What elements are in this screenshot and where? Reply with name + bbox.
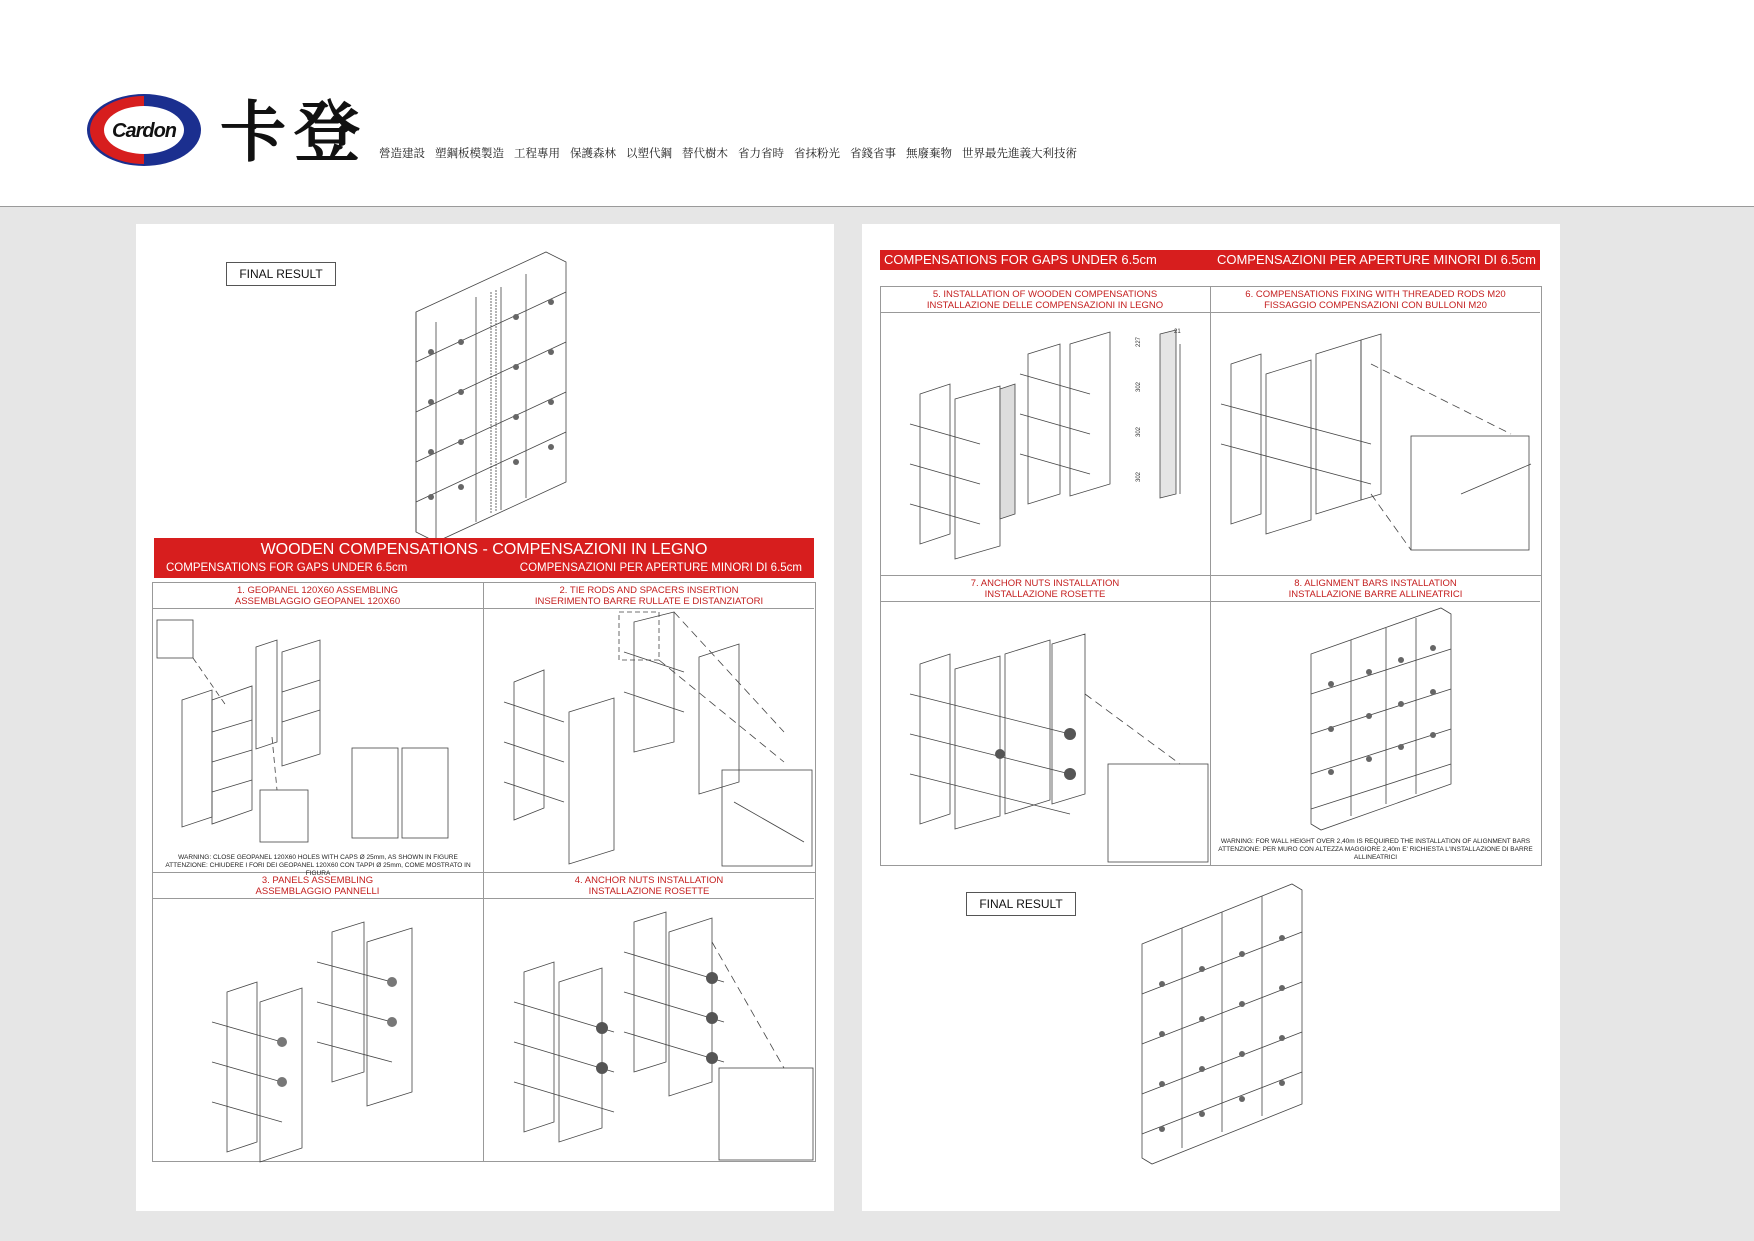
dim-302-c: 302: [1136, 471, 1143, 483]
step-5-title: 5. INSTALLATION OF WOODEN COMPENSATIONS INSTALLAZIONE DELLE COMPENSAZIONI IN LEGNO: [880, 287, 1210, 313]
right-page: [862, 224, 1560, 1211]
brand-chinese: 卡登: [220, 93, 368, 171]
step-8-drawing: [1211, 604, 1540, 854]
step-8-warning: WARNING: FOR WALL HEIGHT OVER 2,40m IS REQUIRED THE INSTALLATION OF ALIGNMENT BARS ATTENZIONE: PER MURO CON ALTEZZA MAGGIORE 2,40m E' RICHIESTA L'INSTALLAZIONE DI BARRE ALLINEATRICI: [1218, 838, 1533, 861]
step-4-drawing: [484, 902, 814, 1162]
dim-227: 227: [1136, 336, 1143, 348]
dimension-labels: [1132, 329, 1192, 499]
step-1-warning: WARNING: CLOSE GEOPANEL 120X60 HOLES WITH CAPS Ø 25mm, AS SHOWN IN FIGURE ATTENZIONE: CHIUDERE I FORI DEI GEOPANEL 120X60 CON TAPPI Ø 25mm, COME MOSTRATO IN FIGURA: [165, 854, 471, 877]
final-result-label-right: FINAL RESULT: [966, 892, 1076, 916]
banner-sub-right: COMPENSAZIONI PER APERTURE MINORI DI 6.5cm: [519, 562, 802, 574]
final-result-drawing: [406, 252, 606, 542]
step-3-drawing: [152, 902, 483, 1162]
step-2-drawing: [484, 612, 814, 872]
banner-sub-left: COMPENSATIONS FOR GAPS UNDER 6.5cm: [166, 562, 408, 574]
step-2-title: 2. TIE RODS AND SPACERS INSERTION INSERIMENTO BARRE RULLATE E DISTANZIATORI: [484, 583, 814, 609]
step-7-title: 7. ANCHOR NUTS INSTALLATION INSTALLAZIONE ROSETTE: [880, 576, 1210, 602]
slogan-item: 保護森林: [570, 146, 616, 160]
slogan-item: 以塑代鋼: [626, 146, 672, 160]
logo-text: Cardon: [112, 120, 176, 142]
banner-title: WOODEN COMPENSATIONS - COMPENSAZIONI IN LEGNO: [260, 541, 708, 558]
slogan-item: 省力省時: [738, 146, 784, 160]
slogan-item: 省抹粉光: [794, 146, 840, 160]
dim-302-a: 302: [1136, 381, 1143, 393]
slogan-row: [379, 145, 1077, 161]
banner-right-sub-left: COMPENSATIONS FOR GAPS UNDER 6.5cm: [884, 252, 1157, 267]
slogan-item: 替代樹木: [682, 146, 728, 160]
slogan-item: 工程專用: [514, 146, 560, 160]
step-3-title: 3. PANELS ASSEMBLING ASSEMBLAGGIO PANNELLI: [152, 873, 483, 899]
step-1-drawing: [152, 612, 483, 852]
final-result-drawing-right: [1122, 874, 1322, 1174]
header: [0, 0, 1754, 207]
dim-21: 21: [1174, 329, 1181, 335]
compensations-banner: [880, 250, 1540, 270]
slogan-item: 世界最先進義大利技術: [962, 146, 1077, 160]
wooden-compensations-banner: [154, 538, 814, 578]
step-6-title: 6. COMPENSATIONS FIXING WITH THREADED RODS M20 FISSAGGIO COMPENSAZIONI CON BULLONI M20: [1211, 287, 1540, 313]
dim-302-b: 302: [1136, 426, 1143, 438]
step-6-drawing: [1211, 314, 1540, 574]
step-8-title: 8. ALIGNMENT BARS INSTALLATION INSTALLAZIONE BARRE ALLINEATRICI: [1211, 576, 1540, 602]
step-1-title: 1. GEOPANEL 120X60 ASSEMBLING ASSEMBLAGGIO GEOPANEL 120X60: [152, 583, 483, 609]
slogan-item: 無廢棄物: [906, 146, 952, 160]
slogan-item: 塑鋼板模製造: [435, 146, 504, 160]
slogan-item: 營造建設: [379, 146, 425, 160]
left-page: [136, 224, 834, 1211]
step-4-title: 4. ANCHOR NUTS INSTALLATION INSTALLAZIONE ROSETTE: [484, 873, 814, 899]
step-7-drawing: [880, 604, 1210, 864]
banner-right-sub-right: COMPENSAZIONI PER APERTURE MINORI DI 6.5cm: [1216, 252, 1536, 267]
slogan-item: 省錢省事: [850, 146, 896, 160]
final-result-label: FINAL RESULT: [226, 262, 336, 286]
